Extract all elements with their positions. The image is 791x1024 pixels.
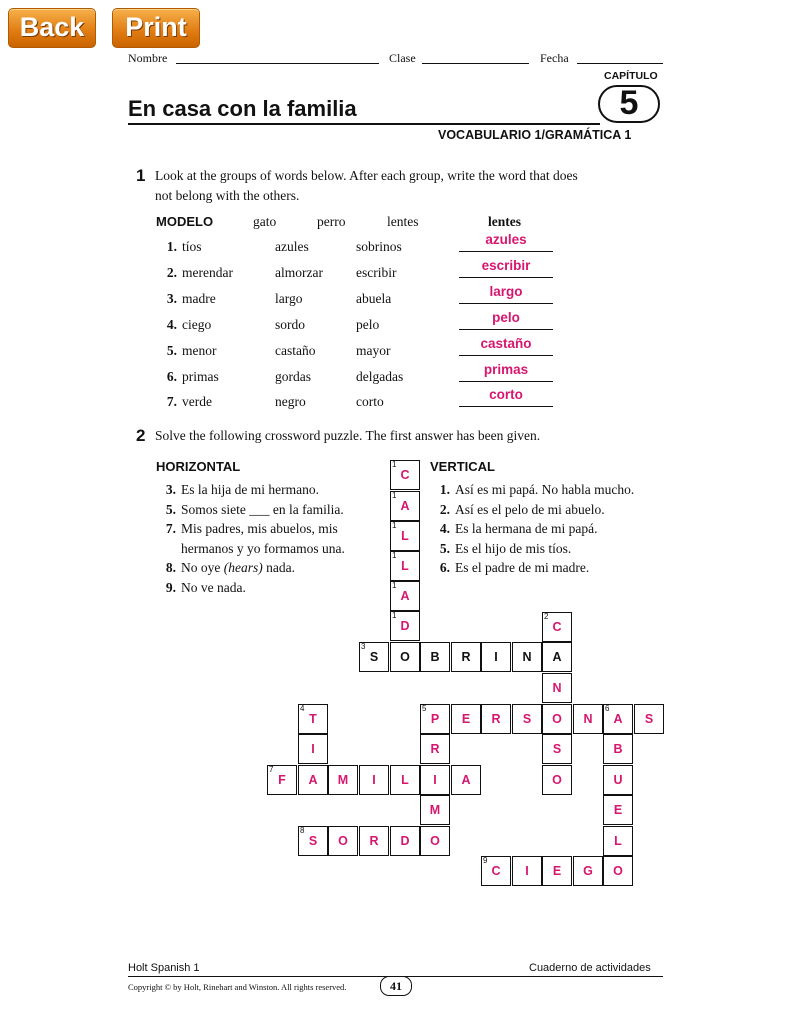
title-rule — [128, 123, 600, 125]
crossword-cell[interactable] — [420, 642, 450, 672]
crossword-cell[interactable] — [420, 704, 450, 734]
crossword-cell[interactable] — [542, 612, 572, 642]
cell-letter: I — [372, 773, 376, 787]
clue-v-4: 4. Es la hermana de mi papá. — [439, 521, 598, 536]
row-number: 4. — [166, 317, 177, 332]
cell-letter: L — [614, 834, 622, 848]
copyright: Copyright © by Holt, Rinehart and Winston. All rights reserved. — [128, 982, 347, 992]
cell-letter: R — [491, 712, 501, 726]
cell-letter: O — [430, 834, 440, 848]
capitulo-label: CAPÍTULO — [604, 70, 658, 82]
cell-number: 1 — [392, 551, 397, 560]
cell-letter: O — [613, 864, 623, 878]
cell-letter: L — [401, 529, 409, 543]
answer-line[interactable] — [459, 406, 553, 407]
crossword-cell[interactable] — [420, 826, 450, 856]
crossword-cell[interactable] — [542, 734, 572, 764]
clase-field[interactable] — [422, 63, 529, 64]
row-word-1: ciego — [182, 317, 212, 332]
cell-letter: O — [400, 650, 410, 664]
cell-number: 4 — [300, 704, 305, 713]
cell-letter: I — [433, 773, 437, 787]
crossword-cell[interactable] — [298, 704, 328, 734]
cell-letter: G — [583, 864, 593, 878]
vertical-title: VERTICAL — [430, 459, 495, 474]
clue-h-8: 8. No oye (hears) nada. — [165, 560, 295, 575]
answer-line[interactable] — [459, 381, 553, 382]
crossword-cell[interactable] — [420, 795, 450, 825]
row-word-1: merendar — [182, 265, 233, 280]
crossword-cell[interactable] — [390, 581, 420, 611]
cell-letter: D — [400, 834, 410, 848]
answer-line[interactable] — [459, 303, 553, 304]
clue-h-7-cont: hermanos y yo formamos una. — [181, 540, 345, 556]
crossword-cell[interactable] — [573, 856, 603, 886]
row-answer: azules — [485, 232, 527, 247]
row-answer: escribir — [481, 258, 531, 273]
crossword-cell[interactable] — [542, 765, 572, 795]
row-answer: corto — [489, 387, 523, 402]
cell-letter: D — [400, 619, 410, 633]
answer-line[interactable] — [459, 355, 553, 356]
crossword-cell[interactable] — [390, 765, 420, 795]
horizontal-clues — [162, 482, 345, 599]
crossword-cell[interactable] — [573, 704, 603, 734]
row-word-3: corto — [356, 394, 384, 409]
cell-letter: E — [613, 803, 623, 817]
crossword-cell[interactable] — [603, 734, 633, 764]
cell-letter: A — [461, 773, 471, 787]
row-word-3: abuela — [356, 291, 392, 306]
exercise-2-number: 2 — [136, 426, 146, 445]
row-word-3: sobrinos — [356, 239, 402, 254]
row-word-2: sordo — [275, 317, 305, 332]
cell-letter: U — [613, 773, 623, 787]
modelo-label: MODELO — [156, 214, 214, 229]
crossword-cell[interactable] — [390, 642, 420, 672]
clue-h-9: 9. No ve nada. — [165, 579, 246, 595]
cell-number: 7 — [269, 765, 274, 774]
crossword-cell[interactable] — [359, 642, 389, 672]
row-word-3: mayor — [356, 343, 391, 358]
cell-letter: O — [552, 773, 562, 787]
row-word-2: almorzar — [275, 265, 323, 280]
crossword-cell[interactable] — [390, 611, 420, 641]
cell-letter: L — [401, 773, 409, 787]
cell-letter: S — [644, 712, 654, 726]
crossword-cell[interactable] — [420, 734, 450, 764]
crossword-cell[interactable] — [512, 642, 542, 672]
footer-book: Holt Spanish 1 — [128, 962, 200, 974]
row-word-2: largo — [275, 291, 303, 306]
page-number: 41 — [380, 976, 412, 996]
crossword-cell[interactable] — [390, 551, 420, 581]
cell-number: 5 — [422, 704, 427, 713]
cell-letter: C — [400, 468, 410, 482]
crossword-cell[interactable] — [542, 856, 572, 886]
crossword-cell[interactable] — [512, 856, 542, 886]
chapter-number: 5 — [619, 84, 639, 122]
crossword-cell[interactable] — [267, 765, 297, 795]
crossword-cell[interactable] — [542, 642, 572, 672]
chapter-badge — [598, 85, 660, 123]
cell-letter: R — [461, 650, 471, 664]
answer-line[interactable] — [459, 329, 553, 330]
crossword-cell[interactable] — [603, 795, 633, 825]
cell-letter: I — [311, 742, 315, 756]
modelo-word-3: lentes — [387, 214, 419, 229]
crossword-cell[interactable] — [603, 856, 633, 886]
clue-v-2: 2. Así es el pelo de mi abuelo. — [439, 501, 605, 517]
fecha-field[interactable] — [577, 63, 663, 64]
crossword-cell[interactable] — [542, 673, 572, 703]
cell-letter: S — [552, 742, 562, 756]
crossword-cell[interactable] — [451, 704, 481, 734]
crossword-cell[interactable] — [328, 826, 358, 856]
cell-letter: S — [522, 712, 532, 726]
row-word-3: escribir — [356, 265, 397, 280]
section-label: VOCABULARIO 1/GRAMÁTICA 1 — [438, 128, 632, 142]
cell-letter: A — [400, 499, 410, 513]
crossword-cell[interactable] — [298, 826, 328, 856]
row-number: 2. — [166, 265, 177, 280]
row-word-3: pelo — [356, 317, 380, 332]
vertical-clues — [436, 482, 634, 580]
cell-number: 1 — [392, 611, 397, 620]
cell-letter: S — [369, 650, 379, 664]
cell-letter: N — [522, 650, 532, 664]
crossword-cell[interactable] — [298, 734, 328, 764]
cell-letter: R — [430, 742, 440, 756]
cell-letter: O — [338, 834, 348, 848]
fecha-label: Fecha — [540, 51, 569, 65]
clue-v-6: 6. Es el padre de mi madre. — [439, 560, 590, 575]
cell-letter: L — [401, 559, 409, 573]
crossword-cell[interactable] — [481, 704, 511, 734]
crossword-cell[interactable] — [451, 642, 481, 672]
modelo-word-1: gato — [253, 214, 277, 229]
exercise-1-instructions: Look at the groups of words below. After each group, write the word that does — [155, 168, 578, 183]
row-number: 6. — [166, 369, 177, 384]
crossword-cell[interactable] — [603, 765, 633, 795]
crossword-cell[interactable] — [603, 826, 633, 856]
crossword-cell[interactable] — [390, 460, 420, 490]
crossword-cell[interactable] — [603, 704, 633, 734]
cell-number: 1 — [392, 581, 397, 590]
crossword-cell[interactable] — [512, 704, 542, 734]
cell-letter: I — [494, 650, 498, 664]
cell-letter: M — [429, 803, 441, 817]
cell-letter: R — [369, 834, 379, 848]
row-answer: primas — [483, 362, 529, 377]
row-word-2: gordas — [275, 369, 311, 384]
crossword-cell[interactable] — [451, 765, 481, 795]
row-answer: largo — [489, 284, 523, 299]
cell-letter: E — [461, 712, 471, 726]
row-word-2: castaño — [275, 343, 316, 358]
cell-letter: P — [430, 712, 440, 726]
cell-letter: S — [308, 834, 318, 848]
modelo-word-2: perro — [317, 214, 346, 229]
cell-number: 1 — [392, 460, 397, 469]
cell-letter: C — [552, 620, 562, 634]
crossword-cell[interactable] — [359, 826, 389, 856]
nombre-field[interactable] — [176, 63, 379, 64]
cell-number: 8 — [300, 826, 305, 835]
cell-number: 1 — [392, 491, 397, 500]
crossword-cell[interactable] — [481, 856, 511, 886]
footer-workbook: Cuaderno de actividades — [529, 962, 651, 974]
cell-number: 6 — [605, 704, 610, 713]
cell-letter: B — [430, 650, 440, 664]
cell-letter: I — [525, 864, 529, 878]
clase-label: Clase — [389, 51, 416, 65]
cell-letter: A — [552, 650, 562, 664]
clue-h-5: 5. Somos siete ___ en la familia. — [165, 501, 344, 517]
crossword-cell[interactable] — [634, 704, 664, 734]
answer-line[interactable] — [459, 277, 553, 278]
exercise-1-instructions-2: not belong with the others. — [155, 188, 300, 203]
cell-letter: B — [613, 742, 623, 756]
crossword-cell[interactable] — [390, 521, 420, 551]
clue-v-1: 1. Así es mi papá. No habla mucho. — [439, 482, 635, 497]
cell-letter: A — [613, 712, 623, 726]
cell-number: 3 — [361, 642, 366, 651]
row-word-1: menor — [182, 343, 217, 358]
row-number: 1. — [166, 239, 177, 254]
cell-letter: E — [552, 864, 562, 878]
page-title: En casa con la familia — [128, 96, 357, 121]
cell-letter: T — [309, 712, 317, 726]
row-word-2: azules — [275, 239, 309, 254]
row-word-1: primas — [182, 369, 219, 384]
cell-letter: M — [337, 773, 349, 787]
row-word-1: tíos — [182, 239, 202, 254]
row-answer: castaño — [480, 336, 532, 351]
row-word-1: madre — [182, 291, 216, 306]
back-button[interactable]: Back — [8, 8, 96, 48]
cell-letter: O — [552, 712, 562, 726]
modelo-answer: lentes — [488, 214, 521, 229]
crossword-cell[interactable] — [359, 765, 389, 795]
crossword-cell[interactable] — [390, 491, 420, 521]
crossword-cell[interactable] — [328, 765, 358, 795]
crossword-cell[interactable] — [481, 642, 511, 672]
cell-number: 9 — [483, 856, 488, 865]
crossword-cell[interactable] — [542, 704, 572, 734]
row-number: 7. — [166, 394, 177, 409]
crossword-cell[interactable] — [420, 765, 450, 795]
cell-number: 1 — [392, 521, 397, 530]
crossword-cell[interactable] — [298, 765, 328, 795]
cell-letter: A — [400, 589, 410, 603]
clue-v-5: 5. Es el hijo de mis tíos. — [439, 540, 572, 556]
answer-line[interactable] — [459, 251, 553, 252]
exercise-1-number: 1 — [136, 166, 146, 185]
crossword-cell[interactable] — [390, 826, 420, 856]
cell-letter: N — [583, 712, 593, 726]
cell-letter: A — [308, 773, 318, 787]
cell-letter: F — [278, 773, 286, 787]
horizontal-title: HORIZONTAL — [156, 459, 241, 474]
cell-letter: C — [491, 864, 501, 878]
cell-number: 2 — [544, 612, 549, 621]
row-number: 3. — [166, 291, 177, 306]
clue-h-7: 7. Mis padres, mis abuelos, mis — [165, 521, 338, 536]
exercise-2-instructions: Solve the following crossword puzzle. The first answer has been given. — [155, 428, 541, 443]
row-word-1: verde — [182, 394, 212, 409]
nombre-label: Nombre — [128, 51, 168, 65]
row-number: 5. — [166, 343, 177, 358]
row-word-3: delgadas — [356, 369, 404, 384]
cell-letter: N — [552, 681, 562, 695]
print-button[interactable]: Print — [112, 8, 200, 48]
row-answer: pelo — [492, 310, 520, 325]
row-word-2: negro — [275, 394, 306, 409]
clue-h-3: 3. Es la hija de mi hermano. — [165, 482, 319, 497]
